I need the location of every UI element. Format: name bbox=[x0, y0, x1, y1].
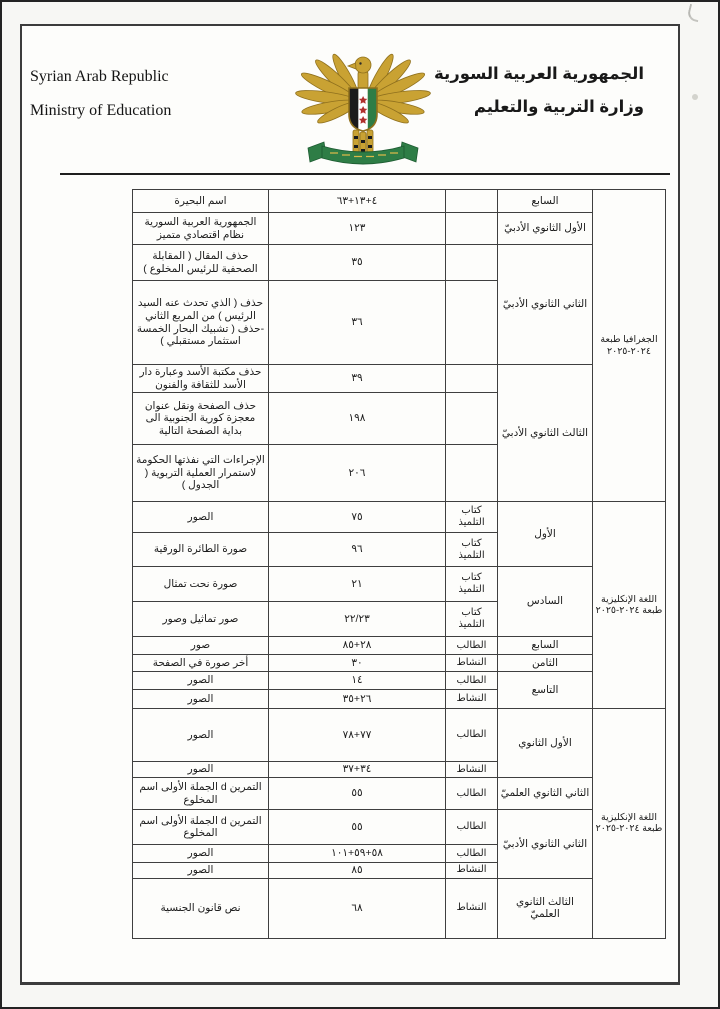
cell-description: الجمهورية العربية السورية نظام اقتصادي متميز bbox=[133, 213, 269, 245]
cell-pages: ١٢٣ bbox=[269, 213, 446, 245]
cell-description: حذف الصفحة ونقل عنوان معجزة كورية الجنوبية الى بداية الصفحة التالية bbox=[133, 393, 269, 445]
cell-pages: ٨٥ bbox=[269, 863, 446, 879]
cell-description: الصور bbox=[133, 502, 269, 533]
cell-description: التمرين d الجملة الأولى اسم المخلوع bbox=[133, 810, 269, 845]
cell-pages: ٥٥ bbox=[269, 810, 446, 845]
table-row bbox=[133, 365, 666, 393]
cell-pages: ٣٠ bbox=[269, 655, 446, 672]
table-row bbox=[133, 637, 666, 655]
cell-book: الطالب bbox=[446, 845, 498, 863]
cell-pages: ٥٨+٥٩+١٠١ bbox=[269, 845, 446, 863]
cell-grade: التاسع bbox=[498, 672, 593, 709]
cell-pages: ٢٠٦ bbox=[269, 445, 446, 502]
scan-smudge bbox=[686, 4, 702, 22]
cell-description: اسم البحيرة bbox=[133, 190, 269, 213]
cell-grade: السادس bbox=[498, 567, 593, 637]
letterhead-en-line1: Syrian Arab Republic bbox=[30, 68, 169, 85]
cell-pages: ٩٦ bbox=[269, 533, 446, 567]
cell-description: صور bbox=[133, 637, 269, 655]
table-row bbox=[133, 190, 666, 213]
table-row bbox=[133, 778, 666, 810]
cell-pages: ٢٢/٢٣ bbox=[269, 602, 446, 637]
cell-description: الصور bbox=[133, 845, 269, 863]
cell-description: الصور bbox=[133, 863, 269, 879]
table-row bbox=[133, 502, 666, 533]
cell-book bbox=[446, 281, 498, 365]
cell-book: النشاط bbox=[446, 878, 498, 938]
cell-pages: ١٩٨ bbox=[269, 393, 446, 445]
cell-subject: اللغة الإنكليزية طبعة ٢٠٢٤-٢٠٢٥ bbox=[593, 502, 666, 709]
table-row bbox=[133, 213, 666, 245]
letterhead-ar-line2: وزارة التربية والتعليم bbox=[473, 98, 644, 116]
letterhead-en-line2: Ministry of Education bbox=[30, 102, 172, 119]
cell-description: حذف مكتبة الأسد وعبارة دار الأسد للثقافة والفنون bbox=[133, 365, 269, 393]
cell-book bbox=[446, 445, 498, 502]
cell-grade: الأول الثانوي bbox=[498, 709, 593, 778]
cell-grade: الأول الثانوي الأدبيّ bbox=[498, 213, 593, 245]
cell-book: كتاب التلميذ bbox=[446, 533, 498, 567]
cell-description: حذف ( الذي تحدث عنه السيد الرئيس ) من المربع الثاني -حذف ( تشبيك البحار الخمسة استثمار مستقبلي ) bbox=[133, 281, 269, 365]
table-row bbox=[133, 655, 666, 672]
curriculum-amendments-table bbox=[132, 189, 666, 939]
table-row bbox=[133, 567, 666, 602]
cell-grade: السابع bbox=[498, 637, 593, 655]
cell-book: الطالب bbox=[446, 778, 498, 810]
cell-book bbox=[446, 213, 498, 245]
cell-pages: ٣٥ bbox=[269, 245, 446, 281]
cell-description: صور تماثيل وصور bbox=[133, 602, 269, 637]
cell-pages: ٢٨+٨٥ bbox=[269, 637, 446, 655]
cell-description: أخر صورة في الصفحة bbox=[133, 655, 269, 672]
cell-grade: الثاني الثانوي العلميّ bbox=[498, 778, 593, 810]
table-row bbox=[133, 672, 666, 690]
cell-grade: السابع bbox=[498, 190, 593, 213]
cell-book: النشاط bbox=[446, 655, 498, 672]
cell-description: حذف المقال ( المقابلة الصحفية للرئيس المخلوع ) bbox=[133, 245, 269, 281]
table-row bbox=[133, 709, 666, 762]
letterhead-ar-line1: الجمهورية العربية السورية bbox=[434, 65, 644, 83]
cell-grade: الأول bbox=[498, 502, 593, 567]
cell-description: صورة نحت تمثال bbox=[133, 567, 269, 602]
cell-grade: الثاني الثانوي الأدبيّ bbox=[498, 245, 593, 365]
cell-book: الطالب bbox=[446, 672, 498, 690]
cell-book: كتاب التلميذ bbox=[446, 502, 498, 533]
cell-pages: ٧٧+٧٨ bbox=[269, 709, 446, 762]
cell-pages: ٣٤+٣٧ bbox=[269, 762, 446, 778]
cell-pages: ٦٨ bbox=[269, 878, 446, 938]
scan-smudge bbox=[692, 94, 698, 100]
letterhead-arabic bbox=[434, 64, 644, 130]
cell-book: النشاط bbox=[446, 762, 498, 778]
cell-pages: ٢٦+٣٥ bbox=[269, 690, 446, 709]
header-separator-line bbox=[60, 173, 670, 175]
cell-description: الصور bbox=[133, 709, 269, 762]
cell-pages: ١٤ bbox=[269, 672, 446, 690]
table-row bbox=[133, 810, 666, 845]
cell-pages: ٥٥ bbox=[269, 778, 446, 810]
cell-book: الطالب bbox=[446, 637, 498, 655]
cell-pages: ٣٩ bbox=[269, 365, 446, 393]
cell-book bbox=[446, 245, 498, 281]
cell-book: كتاب التلميذ bbox=[446, 567, 498, 602]
cell-book bbox=[446, 393, 498, 445]
cell-book: النشاط bbox=[446, 690, 498, 709]
table-row bbox=[133, 878, 666, 938]
cell-subject: الجغرافيا طبعة ٢٠٢٤-٢٠٢٥ bbox=[593, 190, 666, 502]
cell-book: النشاط bbox=[446, 863, 498, 879]
cell-book bbox=[446, 190, 498, 213]
cell-pages: ٣٦ bbox=[269, 281, 446, 365]
cell-description: الصور bbox=[133, 672, 269, 690]
cell-description: الصور bbox=[133, 762, 269, 778]
letterhead-english bbox=[30, 68, 171, 136]
cell-pages: ٧٥ bbox=[269, 502, 446, 533]
cell-description: الإجراءات التي نفذتها الحكومة لاستمرار العملية التربوية ( الجدول ) bbox=[133, 445, 269, 502]
cell-book: الطالب bbox=[446, 810, 498, 845]
cell-pages: ٢١ bbox=[269, 567, 446, 602]
cell-subject: اللغة الإنكليزية طبعة ٢٠٢٤-٢٠٢٥ bbox=[593, 709, 666, 939]
cell-grade: الثالث الثانوي الأدبيّ bbox=[498, 365, 593, 502]
cell-grade: الثالث الثانوي العلميّ bbox=[498, 878, 593, 938]
cell-book bbox=[446, 365, 498, 393]
cell-description: صورة الطائرة الورقية bbox=[133, 533, 269, 567]
cell-grade: الثاني الثانوي الأدبيّ bbox=[498, 810, 593, 879]
cell-description: الصور bbox=[133, 690, 269, 709]
eagle-emblem-icon bbox=[290, 52, 436, 172]
cell-grade: الثامن bbox=[498, 655, 593, 672]
cell-description: التمرين d الجملة الأولى اسم المخلوع bbox=[133, 778, 269, 810]
cell-pages: ٤+١٣+٦٣ bbox=[269, 190, 446, 213]
cell-description: نص قانون الجنسية bbox=[133, 878, 269, 938]
syria-coat-of-arms-emblem bbox=[290, 52, 436, 172]
table-row bbox=[133, 245, 666, 281]
cell-book: كتاب التلميذ bbox=[446, 602, 498, 637]
cell-book: الطالب bbox=[446, 709, 498, 762]
